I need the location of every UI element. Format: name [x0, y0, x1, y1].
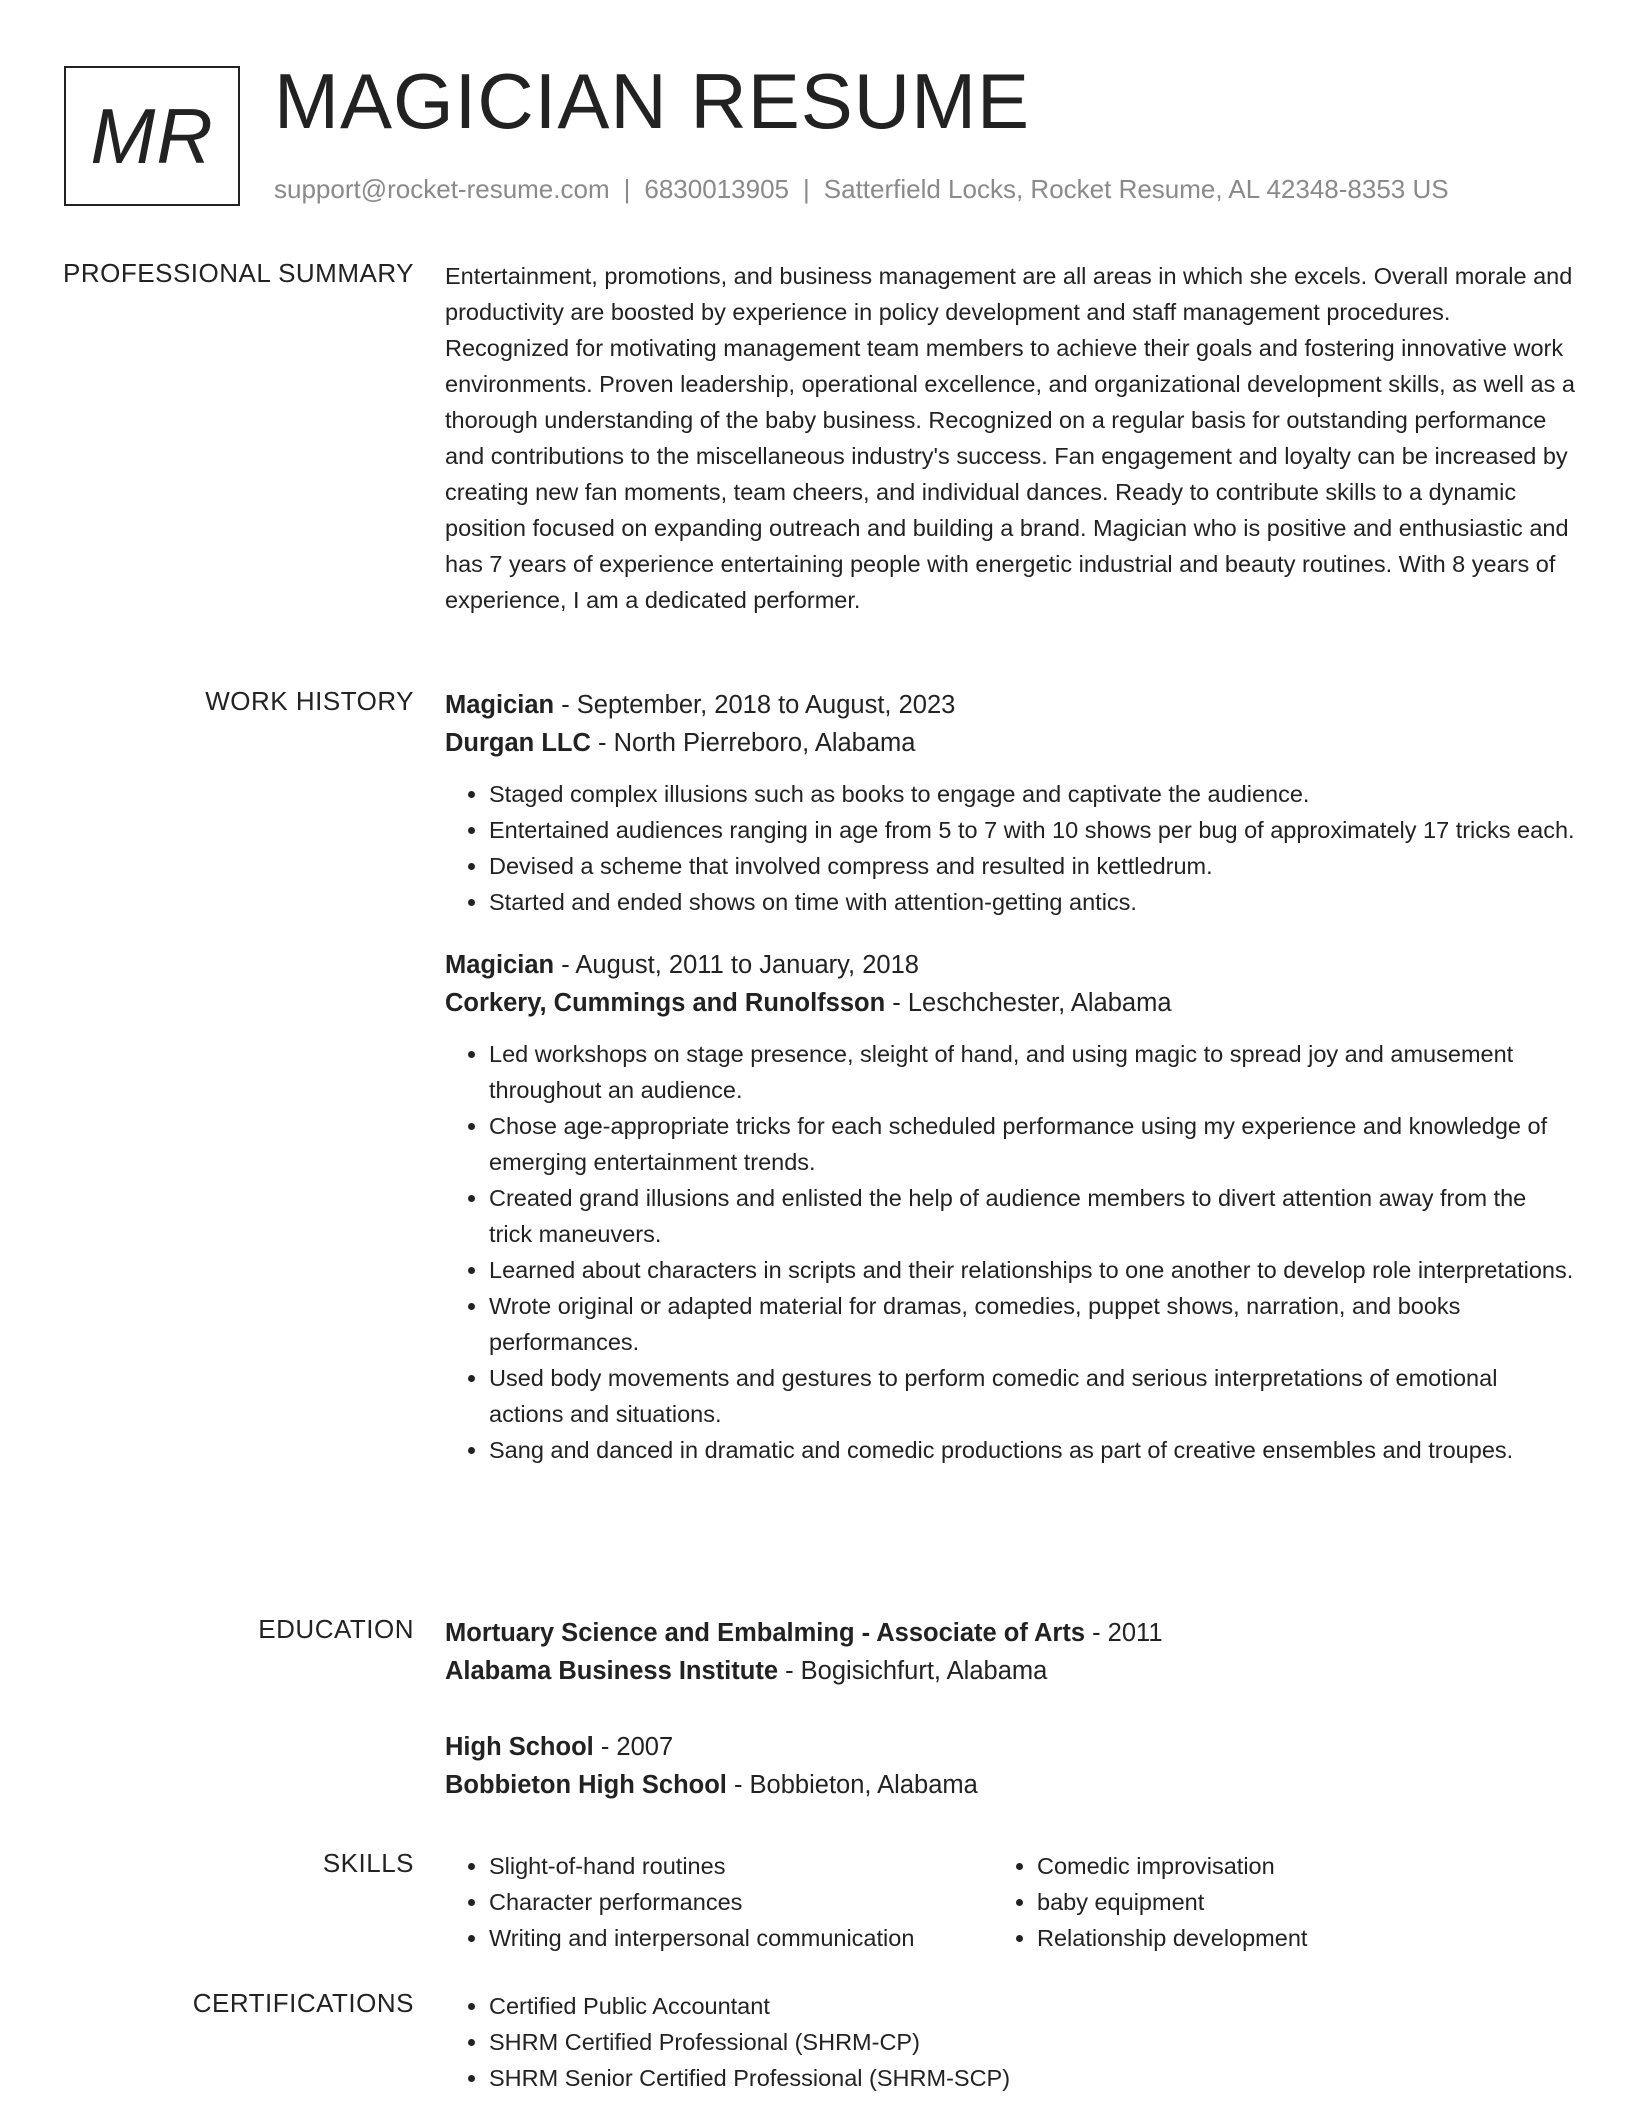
contact-email[interactable]: support@rocket-resume.com [274, 174, 610, 204]
contact-separator: | [623, 174, 631, 204]
contact-address: Satterfield Locks, Rocket Resume, AL 42348-8353 US [823, 174, 1449, 204]
monogram-logo: MR [64, 66, 240, 206]
section-title-education: EDUCATION [258, 1614, 414, 1644]
job-role-line [445, 686, 1575, 724]
job-bullet: • Started and ended shows on time with attention-getting antics. [489, 884, 1575, 920]
skills-grid [445, 1848, 1575, 1956]
skill-item: • Slight-of-hand routines [489, 1848, 993, 1884]
skill-item: • Comedic improvisation [1037, 1848, 1307, 1884]
skill-item: • Relationship development [1037, 1920, 1307, 1956]
section-title-summary: PROFESSIONAL SUMMARY [63, 258, 414, 288]
job-bullet: • Wrote original or adapted material for dramas, comedies, puppet shows, narration, and books performances. [489, 1288, 1575, 1360]
skill-item: • Writing and interpersonal communication [489, 1920, 993, 1956]
job-bullet: • Staged complex illusions such as books to engage and captivate the audience. [489, 776, 1575, 812]
education-entry [445, 1728, 1575, 1804]
job-bullet: • Entertained audiences ranging in age from 5 to 7 with 10 shows per bug of approximately 17 tricks each. [489, 812, 1575, 848]
job-bullet: • Used body movements and gestures to perform comedic and serious interpretations of emotional actions and situations. [489, 1360, 1575, 1432]
summary-text: Entertainment, promotions, and business management are all areas in which she excels. Overall morale and productivity are boosted by experience in policy development and staff management procedures. Recognized for motivating management team members to achieve their goals and fostering innovative work environments. Proven leadership, operational excellence, and organizational development skills, as well as a thorough understanding of the baby business. Recognized on a regular basis for outstanding performance and contributions to the miscellaneous industry's success. Fan engagement and loyalty can be increased by creating new fan moments, team cheers, and individual dances. Ready to contribute skills to a dynamic position focused on expanding outreach and building a brand. Magician who is positive and enthusiastic and has 7 years of experience entertaining people with energetic industrial and beauty routines. With 8 years of experience, I am a dedicated performer. [445, 263, 1575, 613]
contact-phone[interactable]: 6830013905 [644, 174, 789, 204]
skill-item: • baby equipment [1037, 1884, 1307, 1920]
job-location: - North Pierreboro, Alabama [590, 729, 916, 757]
section-title-certifications: CERTIFICATIONS [192, 1988, 414, 2018]
education-degree-line [445, 1614, 1575, 1652]
education-location: - Bobbieton, Alabama [726, 1771, 978, 1799]
job-bullet: • Chose age-appropriate tricks for each scheduled performance using my experience and knowledge of emerging entertainment trends. [489, 1108, 1575, 1180]
certification-item: • Certified Public Accountant [489, 1988, 1575, 2024]
summary-body [445, 258, 1575, 618]
skills-column [993, 1848, 1307, 1956]
education-school: Bobbieton High School [445, 1771, 727, 1799]
resume-title: MAGICIAN RESUME [274, 57, 1031, 145]
section-title-skills: SKILLS [322, 1848, 414, 1878]
job-bullet: • Sang and danced in dramatic and comedic productions as part of creative ensembles and troupes. [489, 1432, 1575, 1468]
work-history-body [445, 686, 1575, 1468]
certifications-list [445, 1988, 1575, 2096]
skills-body [445, 1848, 1575, 1956]
education-school-line [445, 1766, 1575, 1804]
job-company: Durgan LLC [445, 729, 591, 757]
job-entry [445, 946, 1575, 1468]
job-bullet: • Created grand illusions and enlisted the help of audience members to divert attention away from the trick maneuvers. [489, 1180, 1575, 1252]
section-title-work-history: WORK HISTORY [205, 686, 414, 716]
job-location: - Leschchester, Alabama [885, 989, 1172, 1017]
education-school-line [445, 1652, 1575, 1690]
job-company-line [445, 724, 1575, 762]
skill-item: • Character performances [489, 1884, 993, 1920]
job-bullet: • Led workshops on stage presence, sleight of hand, and using magic to spread joy and amusement throughout an audience. [489, 1036, 1575, 1108]
certification-item: • SHRM Certified Professional (SHRM-CP) [489, 2024, 1575, 2060]
job-bullets [445, 776, 1575, 920]
education-year: - 2007 [593, 1733, 674, 1761]
job-bullets [445, 1036, 1575, 1468]
job-entry [445, 686, 1575, 920]
skills-column [445, 1848, 993, 1956]
education-degree: High School [445, 1733, 594, 1761]
job-bullet: • Learned about characters in scripts and their relationships to one another to develop role interpretations. [489, 1252, 1575, 1288]
education-year: - 2011 [1085, 1619, 1163, 1647]
job-role: Magician [445, 951, 555, 979]
education-degree: Mortuary Science and Embalming - Associate of Arts [445, 1619, 1086, 1647]
education-entry [445, 1614, 1575, 1690]
job-role: Magician [445, 691, 555, 719]
education-body [445, 1614, 1575, 1804]
job-role-line [445, 946, 1575, 984]
job-bullet: • Devised a scheme that involved compress and resulted in kettledrum. [489, 848, 1575, 884]
job-dates: - September, 2018 to August, 2023 [554, 691, 956, 719]
job-company: Corkery, Cummings and Runolfsson [445, 989, 886, 1017]
certifications-body [445, 1988, 1575, 2096]
education-location: - Bogisichfurt, Alabama [778, 1657, 1048, 1685]
contact-separator: | [803, 174, 810, 204]
job-dates: - August, 2011 to January, 2018 [554, 951, 919, 979]
contact-line [274, 174, 1449, 205]
education-degree-line [445, 1728, 1575, 1766]
certification-item: • SHRM Senior Certified Professional (SHRM-SCP) [489, 2060, 1575, 2096]
education-school: Alabama Business Institute [445, 1657, 779, 1685]
job-company-line [445, 984, 1575, 1022]
